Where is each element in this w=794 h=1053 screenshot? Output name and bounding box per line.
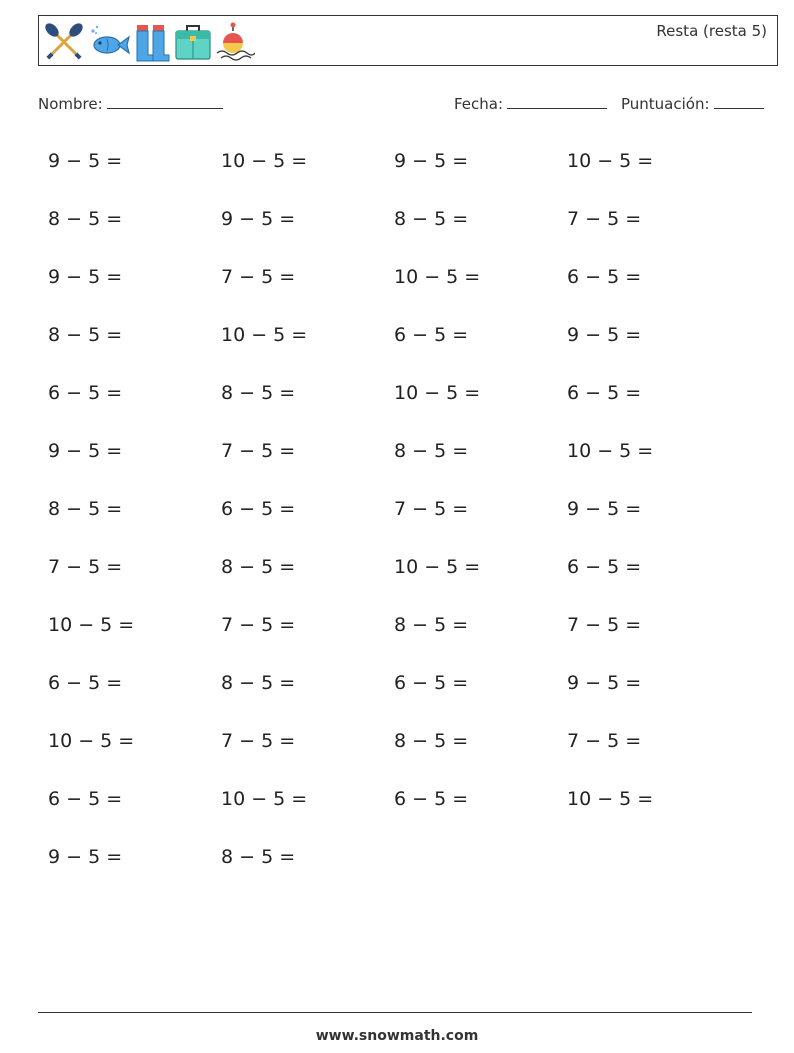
problem-row	[48, 146, 748, 204]
problem-item: 8 − 5 =	[221, 846, 296, 868]
problem-item: 10 − 5 =	[221, 324, 308, 346]
problem-row	[48, 378, 748, 436]
problem-item: 8 − 5 =	[48, 324, 123, 346]
problem-item: 10 − 5 =	[394, 556, 481, 578]
problem-item: 6 − 5 =	[48, 382, 123, 404]
problem-row	[48, 784, 748, 842]
problem-item: 6 − 5 =	[48, 672, 123, 694]
problem-item: 10 − 5 =	[48, 614, 135, 636]
problem-item: 6 − 5 =	[567, 266, 642, 288]
date-blank[interactable]	[507, 94, 607, 109]
problem-row	[48, 668, 748, 726]
problem-item: 7 − 5 =	[221, 730, 296, 752]
name-field[interactable]	[38, 94, 223, 113]
problem-item: 9 − 5 =	[48, 440, 123, 462]
problem-row	[48, 610, 748, 668]
fishing-bobber-icon	[215, 21, 255, 63]
problem-item: 10 − 5 =	[394, 382, 481, 404]
problem-item: 7 − 5 =	[567, 730, 642, 752]
problem-item: 7 − 5 =	[567, 614, 642, 636]
problem-item: 6 − 5 =	[221, 498, 296, 520]
footer-url: www.snowmath.com	[315, 1028, 479, 1044]
score-label: Puntuación:	[621, 95, 710, 113]
problem-item: 8 − 5 =	[394, 208, 469, 230]
problem-item: 6 − 5 =	[394, 788, 469, 810]
problem-item: 9 − 5 =	[567, 672, 642, 694]
problem-item: 10 − 5 =	[48, 730, 135, 752]
problem-row	[48, 204, 748, 262]
problem-item: 8 − 5 =	[48, 498, 123, 520]
crossed-oars-icon	[43, 21, 85, 63]
date-label: Fecha:	[454, 95, 504, 113]
name-blank[interactable]	[107, 94, 223, 109]
problem-item: 10 − 5 =	[221, 788, 308, 810]
problem-item: 6 − 5 =	[567, 382, 642, 404]
problem-item: 6 − 5 =	[394, 324, 469, 346]
problem-item: 10 − 5 =	[394, 266, 481, 288]
problem-item: 10 − 5 =	[567, 150, 654, 172]
rubber-boots-icon	[133, 21, 171, 63]
problem-grid	[48, 146, 748, 900]
problem-item: 8 − 5 =	[221, 672, 296, 694]
problem-row	[48, 320, 748, 378]
score-blank[interactable]	[714, 94, 764, 109]
problem-item: 8 − 5 =	[394, 614, 469, 636]
problem-row	[48, 842, 748, 900]
worksheet-title: Resta (resta 5)	[656, 22, 767, 40]
problem-item: 7 − 5 =	[221, 614, 296, 636]
problem-item: 7 − 5 =	[567, 208, 642, 230]
problem-item: 9 − 5 =	[48, 150, 123, 172]
problem-item: 10 − 5 =	[567, 440, 654, 462]
problem-item: 9 − 5 =	[394, 150, 469, 172]
problem-item: 6 − 5 =	[48, 788, 123, 810]
problem-row	[48, 262, 748, 320]
problem-item: 8 − 5 =	[394, 730, 469, 752]
header-box	[38, 15, 778, 66]
problem-item: 7 − 5 =	[221, 440, 296, 462]
problem-item: 10 − 5 =	[221, 150, 308, 172]
problem-item: 9 − 5 =	[567, 498, 642, 520]
problem-row	[48, 726, 748, 784]
problem-row	[48, 552, 748, 610]
header-icons	[43, 20, 255, 64]
problem-item: 8 − 5 =	[48, 208, 123, 230]
problem-row	[48, 436, 748, 494]
name-label: Nombre:	[38, 95, 103, 113]
problem-item: 9 − 5 =	[48, 846, 123, 868]
tackle-box-icon	[173, 21, 213, 63]
problem-item: 8 − 5 =	[221, 556, 296, 578]
problem-item: 6 − 5 =	[394, 672, 469, 694]
problem-item: 6 − 5 =	[567, 556, 642, 578]
problem-item: 8 − 5 =	[221, 382, 296, 404]
fish-icon	[87, 21, 131, 63]
problem-item: 9 − 5 =	[221, 208, 296, 230]
footer-divider	[38, 1012, 752, 1013]
problem-item: 7 − 5 =	[48, 556, 123, 578]
problem-item: 8 − 5 =	[394, 440, 469, 462]
problem-item: 10 − 5 =	[567, 788, 654, 810]
date-field[interactable]	[454, 94, 607, 113]
problem-item: 9 − 5 =	[48, 266, 123, 288]
problem-row	[48, 494, 748, 552]
problem-item: 9 − 5 =	[567, 324, 642, 346]
score-field[interactable]	[621, 94, 764, 113]
problem-item: 7 − 5 =	[221, 266, 296, 288]
problem-item: 7 − 5 =	[394, 498, 469, 520]
